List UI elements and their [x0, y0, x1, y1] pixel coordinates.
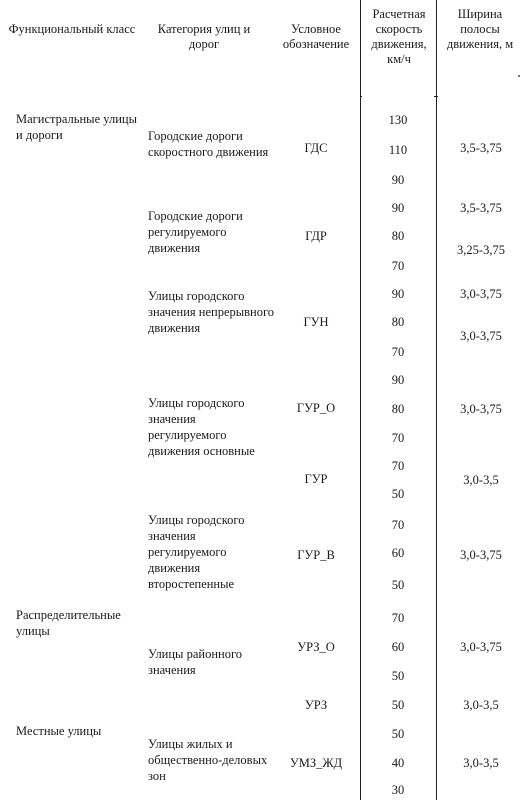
speed-value: 70	[391, 611, 405, 625]
functional-class-distributive: Распределительные улицы	[16, 608, 121, 638]
functional-class-main: Магистральные улицы и дороги	[16, 112, 137, 142]
designation-code: ГУН	[303, 315, 329, 329]
speed-value: 30	[391, 783, 405, 797]
lane-width-value: 3,0-3,75	[460, 287, 502, 301]
designation-code: УМЗ_ЖД	[289, 756, 343, 770]
speed-value: 50	[391, 487, 405, 501]
designation-code: УРЗ	[304, 698, 328, 712]
designation-code: ГУР_В	[297, 548, 335, 562]
speed-value: 50	[391, 698, 405, 712]
street-category: Городские дороги скоростного движения	[148, 129, 269, 159]
speed-value: 60	[391, 546, 405, 560]
lane-width-value: 3,0-3,75	[460, 402, 502, 416]
designation-code: ГУР_О	[296, 401, 336, 415]
speed-value: 70	[391, 259, 405, 273]
lane-width-value: 3,0-3,5	[463, 473, 499, 487]
header-street-category: Категория улиц и дорог	[157, 22, 251, 51]
speed-value: 90	[391, 373, 405, 387]
street-category: Улицы районного значения	[148, 647, 243, 677]
speed-value: 70	[391, 431, 405, 445]
header-lane-width: Ширина полосы движения, м	[446, 7, 514, 51]
speed-value: 90	[391, 173, 405, 187]
designation-code: ГУР	[304, 472, 328, 486]
lane-width-value: 3,5-3,75	[460, 141, 502, 155]
speed-value: 70	[391, 345, 405, 359]
header-rule	[434, 96, 438, 97]
scan-mark	[518, 75, 520, 77]
header-designation: Условное обозначение	[282, 22, 350, 51]
header-rule	[360, 96, 362, 97]
lane-width-value: 3,25-3,75	[457, 243, 505, 257]
speed-value: 60	[391, 640, 405, 654]
lane-width-value: 3,0-3,75	[460, 548, 502, 562]
speed-value: 40	[391, 756, 405, 770]
speed-value: 90	[391, 201, 405, 215]
speed-value: 80	[391, 229, 405, 243]
street-category: Городские дороги регулируемого движения	[148, 209, 243, 255]
speed-value: 50	[391, 669, 405, 683]
designation-code: ГДС	[304, 141, 328, 155]
street-category: Улицы городского значения регулируемого движения второстепенные	[148, 513, 245, 591]
designation-code: ГДР	[305, 229, 327, 243]
designation-code: УРЗ_О	[297, 640, 335, 654]
speed-value: 130	[388, 113, 408, 127]
speed-value: 70	[391, 518, 405, 532]
speed-value: 70	[391, 459, 405, 473]
functional-class-local: Местные улицы	[16, 724, 102, 738]
speed-value: 50	[391, 578, 405, 592]
street-category: Улицы городского значения непрерывного движения	[148, 289, 275, 335]
lane-width-value: 3,5-3,75	[460, 201, 502, 215]
header-speed: Расчетная скорость движения, км/ч	[371, 7, 427, 66]
header-functional-class: Функциональный класс	[8, 22, 136, 36]
lane-width-value: 3,0-3,75	[460, 329, 502, 343]
speed-value: 50	[391, 727, 405, 741]
column-border	[360, 0, 361, 800]
speed-value: 80	[391, 402, 405, 416]
lane-width-value: 3,0-3,75	[460, 640, 502, 654]
speed-value: 80	[391, 315, 405, 329]
lane-width-value: 3,0-3,5	[463, 756, 499, 770]
street-category: Улицы жилых и общественно-деловых зон	[148, 737, 268, 783]
column-border	[436, 0, 437, 800]
speed-value: 90	[391, 287, 405, 301]
speed-value: 110	[388, 143, 408, 157]
street-category: Улицы городского значения регулируемого движения основные	[148, 396, 255, 458]
lane-width-value: 3,0-3,5	[463, 698, 499, 712]
